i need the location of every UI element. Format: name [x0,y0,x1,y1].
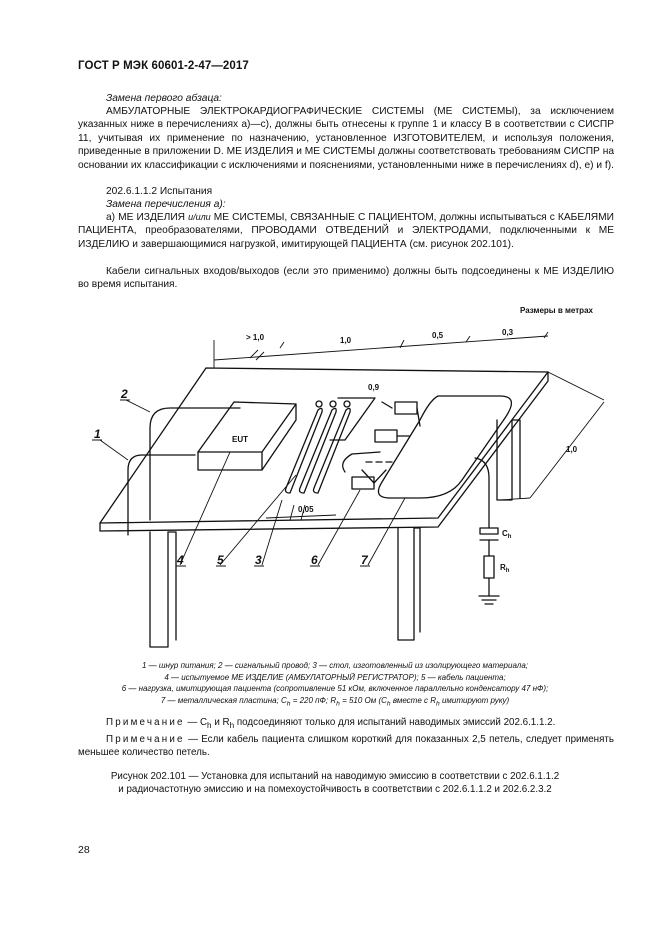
leader-4 [180,452,230,565]
table-leg-back-inner [512,420,520,498]
dim-label-d2: 1,0 [340,336,352,345]
dim-tick-e [544,332,548,338]
eut-label: EUT [232,435,248,444]
leader-7 [368,498,405,565]
item-a-start: а) МЕ ИЗДЕЛИЯ [106,212,186,223]
legend-l4-d: вместе с R [390,695,437,705]
metal-plate-inner [343,452,380,472]
eut-box-side [262,404,296,470]
paragraph-cables: Кабели сигнальных входов/выходов (если это применимо) должны быть подсоединены к МЕ ИЗДЕЛИЮ во время испытания. [78,266,614,291]
table-leg-front-right [398,528,414,640]
ch-label-main: C [502,529,508,538]
legend-l4-e: имитируют руку) [439,695,510,705]
callout-2: 2 [121,387,128,401]
callout-3: 3 [255,553,262,567]
ground-symbol [479,596,499,604]
cable-ring-1 [316,401,322,407]
ch-label-sub: h [507,534,512,540]
legend-line-3: 6 — нагрузка, имитирующая пациента (сопротивление 51 кОм, включенное параллельно конденсатору 47 нФ); [121,684,549,694]
figure-caption [90,770,580,797]
callout-1: 1 [94,427,101,441]
dim-line-top [214,336,548,360]
dim-label-d3: 0,5 [432,331,444,340]
note-1-sub1: h [207,720,212,730]
leader-2 [126,400,150,412]
dim-label-d6: 0,05 [298,505,314,514]
legend-line-2: 4 — испытуемое МЕ ИЗДЕЛИЕ (АМБУЛАТОРНЫЙ РЕГИСТРАТОР); 5 — кабель пациента; [164,672,506,682]
item-a-rest: МЕ СИСТЕМЫ, СВЯЗАННЫЕ С ПАЦИЕНТОМ, должны испытываться с КАБЕЛЯМИ ПАЦИЕНТА, преобразователями, ПРОВОДАМИ ОТВЕДЕНИЙ и ЭЛЕКТРОДАМИ, подключенными к МЕ ИЗДЕЛИЮ и завершающимися нагрузкой, имитирующей ПАЦИЕНТА (см. рисунок 202.101). [78,212,614,250]
callout-7: 7 [361,553,368,567]
table-leg-front-left-side [168,532,176,640]
legend-line-4 [100,695,570,710]
callout-6: 6 [311,553,318,567]
page-number: 28 [78,844,90,856]
callout-4: 4 [177,553,184,567]
rh-label-main: R [500,563,506,572]
legend-l4-c: = 510 Ом (C [339,695,387,705]
eut-box-top [198,402,296,452]
legend-l4-sub1: h [286,700,291,708]
load-2 [375,430,397,442]
legend-l4-b: = 220 пФ; R [290,695,337,705]
legend-l4-a: 7 — металлическая пластина; C [160,695,287,705]
rh-label-sub: h [505,568,510,574]
load-1 [395,402,417,414]
dim-line-right-ext [500,372,604,500]
section-heading: 202.6.1.1.2 Испытания [106,186,213,197]
dim-label-d5: 0,9 [368,383,380,392]
leader-1 [100,440,128,460]
legend-l4-sub3: h [386,700,391,708]
cable-ring-2 [330,401,336,407]
caption-line-2: и радиочастотную эмиссию и на помехоустойчивость в соответствии с 202.6.1.1.2 и 202.6.2.3.2 [118,784,552,796]
note-1-a: — C [184,717,208,728]
dim-label-d1: > 1,0 [246,333,265,342]
dim-break [250,350,264,360]
note-1-label: Примечание [106,717,185,728]
note-1-c: подсоединяют только для испытаний наводимых эмиссий 202.6.1.1.2. [234,717,556,728]
dimensions-note: Размеры в метрах [520,306,593,315]
caption-line-1: Рисунок 202.101 — Установка для испытаний на наводимую эмиссию в соответствии с 202.6.1.1.2 [110,771,560,782]
dim-tick-b [280,342,284,348]
note-1 [78,716,614,732]
replacement-label-2: Замена перечисления а): [106,199,226,210]
legend-l4-sub4: h [436,700,440,708]
table-leg-front-left [150,532,168,647]
rh-resistor [484,556,494,578]
note-2-text: — Если кабель пациента слишком короткий для показанных 2,5 петель, следует применять меньшее количество петель. [78,734,614,758]
legend-l4-sub2: h [336,700,340,708]
note-1-b: и R [211,717,230,728]
legend-line-1: 1 — шнур питания; 2 — сигнальный провод; 3 — стол, изготовленный из изолирующего материала; [141,661,528,670]
rh-label [500,563,510,574]
item-a-conjunction: и/или [188,212,211,222]
ch-label [502,529,512,540]
ch-capacitor [480,528,498,534]
cable-ring-3 [344,401,350,407]
replacement-label-1: Замена первого абзаца: [106,93,222,104]
dim-label-d4: 0,3 [502,328,514,337]
dim-tick-d [466,336,470,342]
signal-wire [150,408,240,520]
callout-underlines [92,400,370,566]
note-2 [78,733,614,759]
dim-label-d7: 1,0 [566,445,578,454]
callout-5: 5 [217,553,224,567]
document-header: ГОСТ Р МЭК 60601-2-47—2017 [78,60,249,72]
table-leg-front-right-side [414,528,420,632]
table-top [100,368,548,523]
leader-3 [262,500,282,565]
note-1-sub2: h [229,720,235,730]
note-2-label: Примечание [106,734,185,745]
paragraph-requirements: АМБУЛАТОРНЫЕ ЭЛЕКТРОКАРДИОГРАФИЧЕСКИЕ СИСТЕМЫ (МЕ СИСТЕМЫ), за исключением указанных ниже в перечислениях а)—с), должны быть отнесены к группе 1 и классу В в соответствии с СИСПР 11, учитывая их применение по назначению, установленное ИЗГОТОВИТЕЛЕМ, и используя положения, приведенные в приложении D. МЕ ИЗДЕЛИЯ и МЕ СИСТЕМЫ должны соответствовать требованиям СИСПР на основании их классификации с исключениями и пояснениями, установленными ниже в перечислениях d), e) и f). [78,106,614,171]
eut-box-front [198,452,262,470]
figure-legend [100,660,570,710]
